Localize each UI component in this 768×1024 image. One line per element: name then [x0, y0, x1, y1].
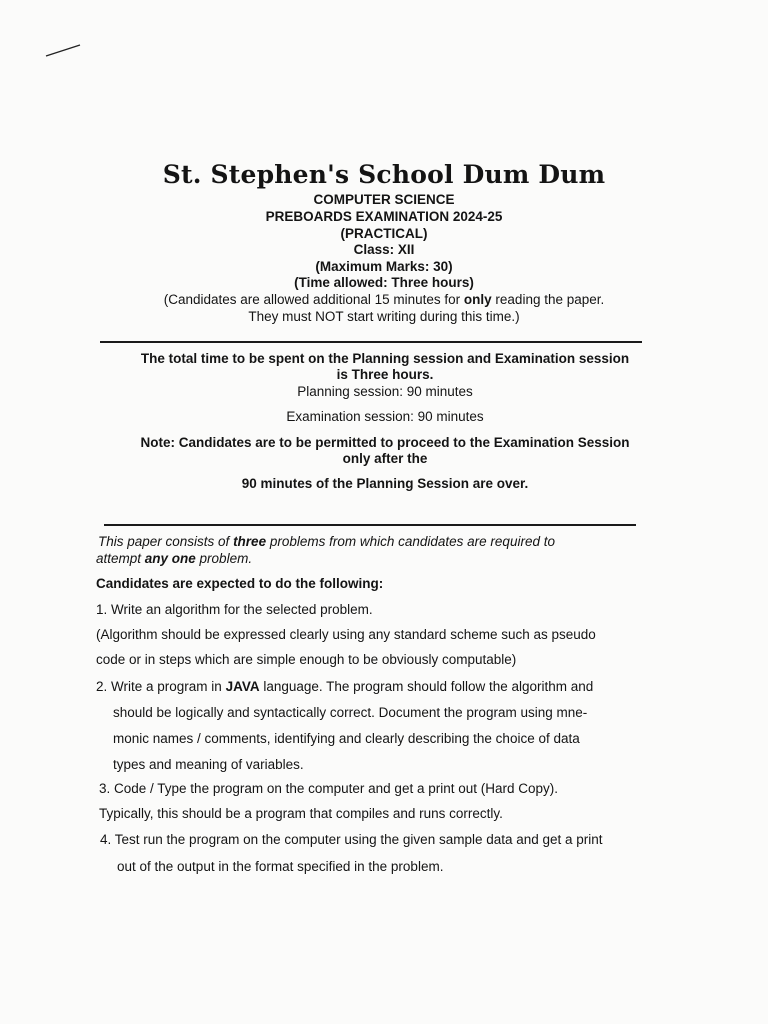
divider-top	[100, 341, 642, 343]
planning-session: Planning session: 90 minutes	[297, 384, 473, 399]
item-4-line-1: 4. Test run the program on the computer using the given sample data and get a print	[100, 832, 603, 847]
total-time-line-2: is Three hours.	[336, 367, 434, 382]
item-2-line-3: monic names / comments, identifying and clearly describing the choice of data	[113, 731, 580, 746]
max-marks: (Maximum Marks: 30)	[315, 259, 453, 274]
item-1-note-line-2: code or in steps which are simple enough to be obviously computable)	[96, 652, 517, 667]
exam-title: PREBOARDS EXAMINATION 2024-25	[265, 209, 503, 224]
item-3-line-2: Typically, this should be a program that compiles and runs correctly.	[99, 806, 503, 821]
divider-bottom	[104, 524, 636, 526]
subject-title: COMPUTER SCIENCE	[313, 192, 455, 207]
reading-time-note: (Candidates are allowed additional 15 minutes for only reading the paper.	[163, 292, 605, 307]
paper-info-line-1: This paper consists of three problems from which candidates are required to	[98, 534, 555, 549]
paper-info-line-2: attempt any one problem.	[96, 551, 253, 566]
item-2-line-2: should be logically and syntactically correct. Document the program using mne-	[113, 705, 588, 720]
total-time-line-1: The total time to be spent on the Planning session and Examination session	[140, 351, 630, 366]
note-line-1: Note: Candidates are to be permitted to proceed to the Examination Session	[140, 435, 630, 450]
item-1: 1. Write an algorithm for the selected problem.	[96, 602, 373, 617]
item-1-note-line-1: (Algorithm should be expressed clearly using any standard scheme such as pseudo	[96, 627, 596, 642]
note-line-3: 90 minutes of the Planning Session are over.	[241, 476, 529, 491]
class-label: Class: XII	[353, 242, 415, 257]
no-writing-note: They must NOT start writing during this time.)	[248, 309, 520, 324]
item-2-line-4: types and meaning of variables.	[113, 757, 304, 772]
note-line-2: only after the	[342, 451, 428, 466]
item-3-line-1: 3. Code / Type the program on the computer and get a print out (Hard Copy).	[99, 781, 559, 796]
time-allowed: (Time allowed: Three hours)	[294, 275, 474, 290]
exam-type: (PRACTICAL)	[340, 226, 428, 241]
expected-heading: Candidates are expected to do the following:	[96, 576, 384, 591]
item-4-line-2: out of the output in the format specified in the problem.	[117, 859, 444, 874]
school-name: St. Stephen's School Dum Dum	[162, 160, 606, 189]
item-2-line-1: 2. Write a program in JAVA language. The program should follow the algorithm and	[96, 679, 594, 694]
examination-session: Examination session: 90 minutes	[286, 409, 484, 424]
pen-stroke-mark	[44, 40, 84, 60]
